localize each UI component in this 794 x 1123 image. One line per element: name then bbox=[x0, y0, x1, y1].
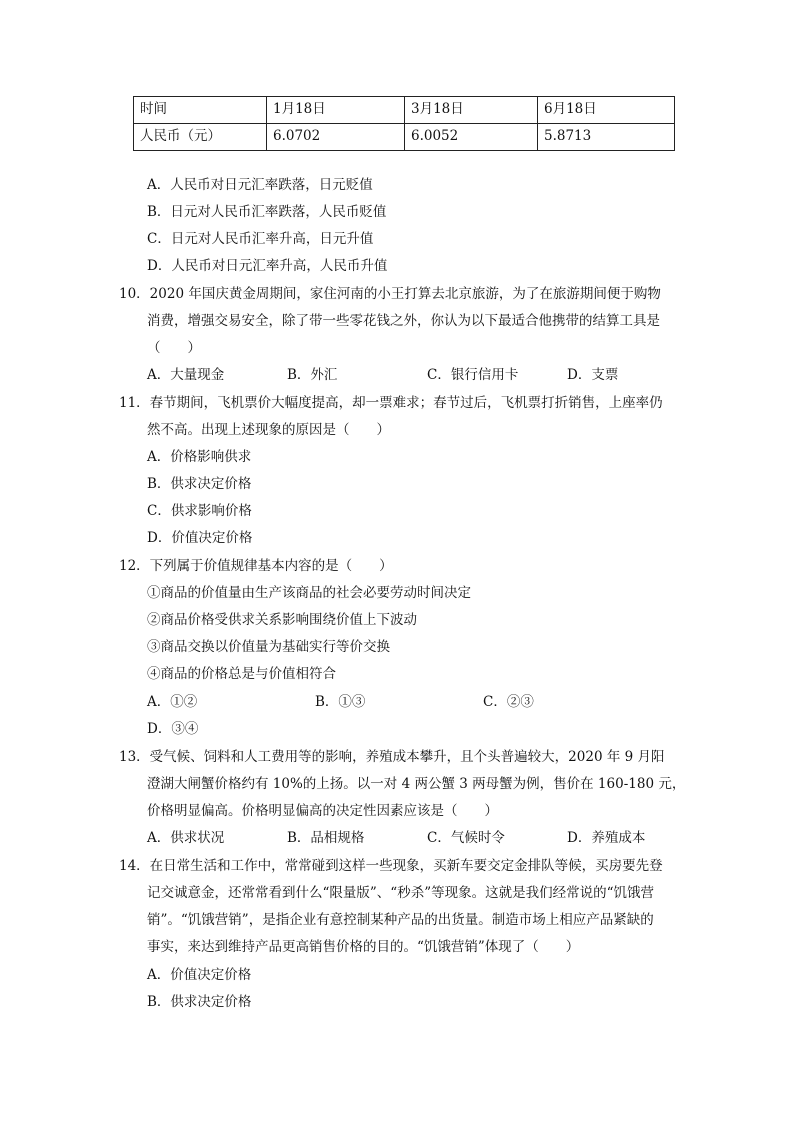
table-cell: 5.8713 bbox=[538, 124, 675, 151]
table-header-cell: 1月18日 bbox=[267, 97, 405, 124]
question-text: 记交诚意金，还常常看到什么“限量版”、“秒杀”等现象。这就是我们经常说的“饥饿营 bbox=[147, 885, 655, 901]
table-row bbox=[134, 124, 675, 151]
statement-item: ④商品的价格总是与价值相符合 bbox=[147, 666, 336, 682]
question-text: 然不高。出现上述现象的原因是（ ） bbox=[147, 422, 390, 438]
statement-item: ②商品价格受供求关系影响围绕价值上下波动 bbox=[147, 612, 417, 628]
table-header-row bbox=[134, 97, 675, 124]
question-text: 12．下列属于价值规律基本内容的是（ ） bbox=[119, 558, 393, 574]
option-b: B．①③ bbox=[315, 694, 366, 710]
option-b: B．日元对人民币汇率跌落，人民币贬值 bbox=[147, 204, 387, 220]
question-text: 14．在日常生活和工作中，常常碰到这样一些现象，买新车要交定金排队等候，买房要先登 bbox=[119, 858, 663, 874]
table-header-cell: 6月18日 bbox=[538, 97, 675, 124]
table-header-cell: 时间 bbox=[134, 97, 267, 124]
option-d: D．价值决定价格 bbox=[147, 530, 253, 546]
question-text: 13．受气候、饲料和人工费用等的影响，养殖成本攀升，且个头普遍较大，2020 年 9 月阳 bbox=[119, 749, 665, 765]
option-c: C．气候时令 bbox=[427, 830, 505, 846]
option-b: B．品相规格 bbox=[287, 830, 365, 846]
option-b: B．外汇 bbox=[287, 367, 338, 383]
option-a: A．大量现金 bbox=[147, 367, 225, 383]
option-d: D．养殖成本 bbox=[567, 830, 646, 846]
option-a: A．供求状况 bbox=[147, 830, 225, 846]
option-d: D．支票 bbox=[567, 367, 619, 383]
option-d: D．人民币对日元汇率升高，人民币升值 bbox=[147, 258, 388, 274]
table-cell: 6.0052 bbox=[405, 124, 538, 151]
option-c: C．日元对人民币汇率升高，日元升值 bbox=[147, 231, 374, 247]
option-d: D．③④ bbox=[147, 721, 199, 737]
option-b: B．供求决定价格 bbox=[147, 476, 252, 492]
option-c: C．供求影响价格 bbox=[147, 503, 252, 519]
statement-item: ①商品的价值量由生产该商品的社会必要劳动时间决定 bbox=[147, 585, 471, 601]
option-a: A．价格影响供求 bbox=[147, 449, 252, 465]
option-a: A．①② bbox=[147, 694, 198, 710]
question-text: （ ） bbox=[147, 340, 201, 356]
option-a: A．价值决定价格 bbox=[147, 967, 252, 983]
exchange-rate-table bbox=[133, 96, 675, 151]
question-text: 事实，来达到维持产品更高销售价格的目的。“饥饿营销”体现了（ ） bbox=[147, 939, 580, 955]
question-text: 消费，增强交易安全，除了带一些零花钱之外，你认为以下最适合他携带的结算工具是 bbox=[147, 313, 660, 329]
table-cell: 6.0702 bbox=[267, 124, 405, 151]
question-text: 价格明显偏高。价格明显偏高的决定性因素应该是（ ） bbox=[147, 803, 498, 819]
question-text: 10．2020 年国庆黄金周期间，家住河南的小王打算去北京旅游，为了在旅游期间便于购物 bbox=[119, 286, 661, 302]
option-c: C．银行信用卡 bbox=[427, 367, 519, 383]
table-cell: 人民币（元） bbox=[134, 124, 267, 151]
option-b: B．供求决定价格 bbox=[147, 994, 252, 1010]
option-a: A．人民币对日元汇率跌落，日元贬值 bbox=[147, 177, 373, 193]
question-text: 销”。“饥饿营销”，是指企业有意控制某种产品的出货量。制造市场上相应产品紧缺的 bbox=[147, 912, 654, 928]
statement-item: ③商品交换以价值量为基础实行等价交换 bbox=[147, 639, 390, 655]
question-text: 11．春节期间，飞机票价大幅度提高，却一票难求；春节过后，飞机票打折销售，上座率仍 bbox=[119, 395, 663, 411]
question-text: 澄湖大闸蟹价格约有 10%的上扬。以一对 4 两公蟹 3 两母蟹为例，售价在 160-180 元， bbox=[147, 776, 686, 792]
option-c: C．②③ bbox=[483, 694, 534, 710]
table-header-cell: 3月18日 bbox=[405, 97, 538, 124]
